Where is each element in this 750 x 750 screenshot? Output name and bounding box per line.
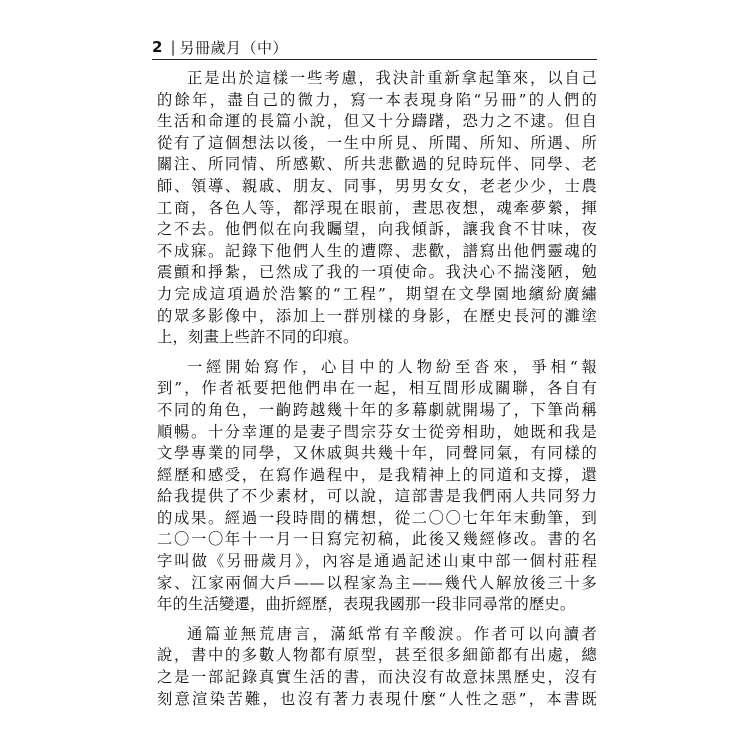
header-separator: | — [170, 38, 176, 56]
text-line: 力完成這項過於浩繁的“工程”，期望在文學園地繽紛廣繡 — [157, 284, 597, 303]
page-number: 2 — [152, 38, 163, 56]
paragraph-2 — [157, 357, 597, 616]
text-line: 字叫做《另冊歲月》，內容是通過記述山東中部一個村莊程 — [157, 552, 597, 571]
text-line: 通篇並無荒唐言，滿紙常有辛酸淚。作者可以向讀者 — [187, 624, 597, 643]
text-line: 經歷和感受，在寫作過程中，是我精神上的同道和支撐，還 — [157, 465, 597, 484]
text-line: 不同的角色，一齣跨越幾十年的多幕劇就開場了，下筆尚稱 — [157, 400, 597, 419]
body-text — [157, 68, 597, 718]
paragraph-3 — [157, 624, 597, 710]
text-line: 給我提供了不少素材，可以說，這部書是我們兩人共同努力 — [157, 487, 597, 506]
text-line: 刻意渲染苦難，也沒有著力表現什麼“人性之惡”，本書既 — [157, 689, 597, 708]
header-rule — [152, 59, 597, 60]
text-line: 說，書中的多數人物都有原型，甚至很多細節都有出處，總 — [157, 646, 597, 665]
text-line: 師、領導、親戚、朋友、同事，男男女女，老老少少，士農 — [157, 176, 597, 195]
text-line: 從有了這個想法以後，一生中所見、所聞、所知、所遇、所 — [157, 133, 597, 152]
running-header — [152, 36, 592, 58]
text-line: 不成寐。記錄下他們人生的遭際、悲歡，譜寫出他們靈魂的 — [157, 241, 597, 260]
text-line: 二〇一〇年十一月一日寫完初稿，此後又幾經修改。書的名 — [157, 530, 597, 549]
text-line: 一經開始寫作，心目中的人物紛至沓來，爭相“報 — [187, 357, 597, 376]
book-title: 另冊歲月（中） — [179, 38, 289, 57]
text-line: 的成果。經過一段時間的構想，從二〇〇七年年末動筆，到 — [157, 508, 597, 527]
text-line: 家、江家兩個大戶——以程家為主——幾代人解放後三十多 — [157, 573, 597, 592]
text-line: 年的生活變遷，曲折經歷，表現我國那一段非同尋常的歷史。 — [157, 595, 576, 614]
text-line: 的餘年，盡自己的微力，寫一本表現身陷“另冊”的人們的 — [157, 90, 597, 109]
text-line: 文學專業的同學，又休戚與共幾十年，同聲同氣，有同樣的 — [157, 444, 597, 463]
paragraph-1 — [157, 68, 597, 349]
text-line: 順暢。十分幸運的是妻子閆宗芬女士從旁相助，她既和我是 — [157, 422, 597, 441]
text-line: 工商，各色人等，都浮現在眼前，晝思夜想，魂牽夢縈，揮 — [157, 198, 597, 217]
text-line: 上，刻畫上些許不同的印痕。 — [157, 328, 359, 347]
text-line: 到”，作者祇要把他們串在一起，相互間形成關聯，各自有 — [157, 379, 597, 398]
text-line: 之不去。他們似在向我矚望，向我傾訴，讓我食不甘味，夜 — [157, 220, 597, 239]
text-line: 震顫和掙紮，已然成了我的一項使命。我決心不揣淺陋，勉 — [157, 263, 597, 282]
text-line: 的眾多影像中，添加上一群別樣的身影，在歷史長河的灘塗 — [157, 306, 597, 325]
text-line: 關注、所同情、所感歎、所共悲歡過的兒時玩伴、同學、老 — [157, 155, 597, 174]
text-line: 正是出於這樣一些考慮，我決計重新拿起筆來，以自己 — [187, 69, 597, 87]
text-line: 生活和命運的長篇小說，但又十分躊躇，恐力之不逮。但自 — [157, 112, 597, 131]
text-line: 之是一部記錄真實生活的書，而決沒有故意抹黑歷史，沒有 — [157, 668, 597, 687]
